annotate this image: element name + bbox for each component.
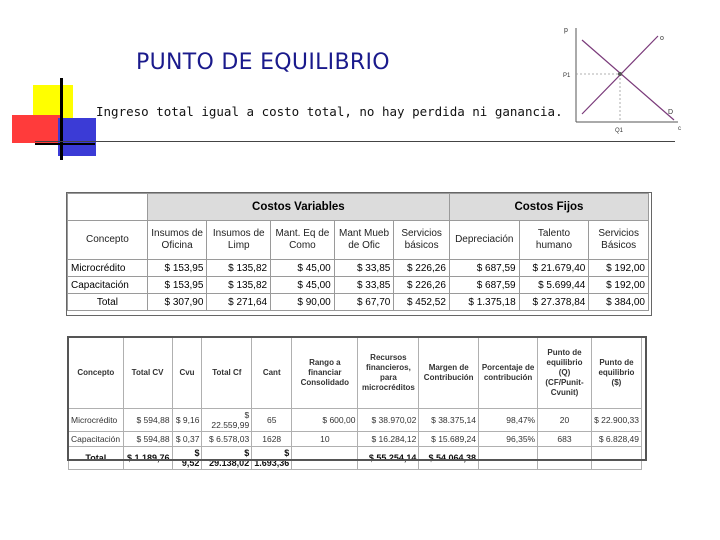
col-insumos-oficina: Insumos de Oficina: [147, 221, 207, 260]
group-header-row: [68, 194, 649, 221]
graph-demand-line: [582, 40, 674, 120]
variable-fixed-costs-table: [67, 193, 649, 311]
table-cell: $ 1.693,36: [252, 447, 292, 470]
graph-p-label: p: [564, 27, 568, 34]
graph-equilibrium-point: [618, 72, 622, 76]
table-cell: [538, 447, 592, 470]
table-cell: $ 226,26: [394, 260, 450, 277]
table-cell: $ 6.828,49: [591, 432, 641, 447]
col-recursos-financieros: Recursos financieros, para microcréditos: [358, 338, 419, 409]
graph-o-label: o: [660, 35, 664, 42]
group-costos-fijos: Costos Fijos: [449, 194, 648, 221]
graph-d-label: D: [668, 109, 674, 116]
table-cell: $ 54.064,38: [419, 447, 479, 470]
graph-p1-label: P1: [563, 73, 571, 79]
table-cell: $ 153,95: [147, 277, 207, 294]
col-punto-equilibrio-dolares: Punto de equilibrio ($): [591, 338, 641, 409]
table-cell: $ 135,82: [207, 260, 271, 277]
row-label: Capacitación: [69, 432, 124, 447]
table-cell: $ 5.699,44: [519, 277, 589, 294]
table-cell: $ 45,00: [271, 260, 335, 277]
column-header-row: [69, 338, 642, 409]
table-cell: 65: [252, 409, 292, 432]
col-total-cv: Total CV: [123, 338, 172, 409]
table-cell: $ 9,52: [172, 447, 202, 470]
table-cell: $ 22.900,33: [591, 409, 641, 432]
table-total-row: [68, 294, 649, 311]
table-cell: $ 594,88: [123, 409, 172, 432]
table-cell: 98,47%: [479, 409, 538, 432]
column-header-row: [68, 221, 649, 260]
table-cell: $ 384,00: [589, 294, 649, 311]
table-total-row: [69, 447, 642, 470]
graph-c-label: c: [678, 126, 681, 132]
table-row: [68, 277, 649, 294]
table-cell: [292, 447, 358, 470]
group-spacer: [68, 194, 148, 221]
table-cell: $ 45,00: [271, 277, 335, 294]
table-cell: $ 452,52: [394, 294, 450, 311]
table-cell: [479, 447, 538, 470]
table-cell: $ 21.679,40: [519, 260, 589, 277]
page-title: PUNTO DE EQUILIBRIO: [136, 50, 390, 75]
table-cell: 20: [538, 409, 592, 432]
col-concepto: Concepto: [69, 338, 124, 409]
table-cell: $ 9,16: [172, 409, 202, 432]
decor-blue-square: [58, 118, 96, 156]
table-cell: $ 594,88: [123, 432, 172, 447]
table-cell: $ 226,26: [394, 277, 450, 294]
table-cell: $ 600,00: [292, 409, 358, 432]
table-cell: $ 687,59: [449, 260, 519, 277]
col-mant-eq: Mant. Eq de Como: [271, 221, 335, 260]
table-row: [68, 260, 649, 277]
table-cell: $ 1.375,18: [449, 294, 519, 311]
table-cell: $ 27.378,84: [519, 294, 589, 311]
col-insumos-limp: Insumos de Limp: [207, 221, 271, 260]
col-cant: Cant: [252, 338, 292, 409]
decor-vertical-line: [60, 78, 63, 160]
col-cvu: Cvu: [172, 338, 202, 409]
row-label: Total: [69, 447, 124, 470]
col-porcentaje-contribucion: Porcentaje de contribución: [479, 338, 538, 409]
col-depreciacion: Depreciación: [449, 221, 519, 260]
slide-subtitle: Ingreso total igual a costo total, no hay perdida ni ganancia.: [96, 104, 563, 119]
col-total-cf: Total Cf: [202, 338, 252, 409]
table-cell: $ 307,90: [147, 294, 207, 311]
row-label: Microcrédito: [68, 260, 148, 277]
row-label: Total: [68, 294, 148, 311]
table-cell: $ 16.284,12: [358, 432, 419, 447]
table-cell: 96,35%: [479, 432, 538, 447]
table-cell: 10: [292, 432, 358, 447]
table-cell: $ 192,00: [589, 260, 649, 277]
col-margen-contribucion: Margen de Contribución: [419, 338, 479, 409]
table-cell: $ 55.254,14: [358, 447, 419, 470]
table-cell: $ 15.689,24: [419, 432, 479, 447]
table-row: [69, 409, 642, 432]
row-label: Microcrédito: [69, 409, 124, 432]
col-rango-financiar: Rango a financiar Consolidado: [292, 338, 358, 409]
equilibrium-graph: [560, 22, 685, 137]
table-cell: $ 33,85: [334, 260, 394, 277]
table-cell: $ 67,70: [334, 294, 394, 311]
table-cell: 683: [538, 432, 592, 447]
graph-q1-label: Q1: [615, 128, 624, 134]
decor-horizontal-line-thick: [35, 143, 95, 145]
table-cell: [591, 447, 641, 470]
table-cell: $ 135,82: [207, 277, 271, 294]
table-cell: $ 33,85: [334, 277, 394, 294]
table-cell: $ 38.970,02: [358, 409, 419, 432]
table-cell: $ 38.375,14: [419, 409, 479, 432]
table-cell: $ 153,95: [147, 260, 207, 277]
table-cell: $ 192,00: [589, 277, 649, 294]
break-even-table: [68, 337, 642, 470]
col-punto-equilibrio-q: Punto de equilibrio (Q) (CF/Punit-Cvunit): [538, 338, 592, 409]
table-cell: $ 90,00: [271, 294, 335, 311]
col-talento-humano: Talento humano: [519, 221, 589, 260]
table-cell: $ 29.138,02: [202, 447, 252, 470]
table-cell: $ 22.559,99: [202, 409, 252, 432]
table-cell: $ 687,59: [449, 277, 519, 294]
table-cell: $ 0,37: [172, 432, 202, 447]
col-concepto: Concepto: [68, 221, 148, 260]
col-servicios-basicos-fijos: Servicios Básicos: [589, 221, 649, 260]
table-row: [69, 432, 642, 447]
table-cell: $ 1.189,76: [123, 447, 172, 470]
table-cell: 1628: [252, 432, 292, 447]
row-label: Capacitación: [68, 277, 148, 294]
col-servicios-basicos: Servicios básicos: [394, 221, 450, 260]
table-cell: $ 271,64: [207, 294, 271, 311]
decor-horizontal-line: [35, 141, 675, 142]
decor-red-bar: [12, 115, 60, 143]
table-cell: $ 6.578,03: [202, 432, 252, 447]
col-mant-mueb: Mant Mueb de Ofic: [334, 221, 394, 260]
group-costos-variables: Costos Variables: [147, 194, 449, 221]
